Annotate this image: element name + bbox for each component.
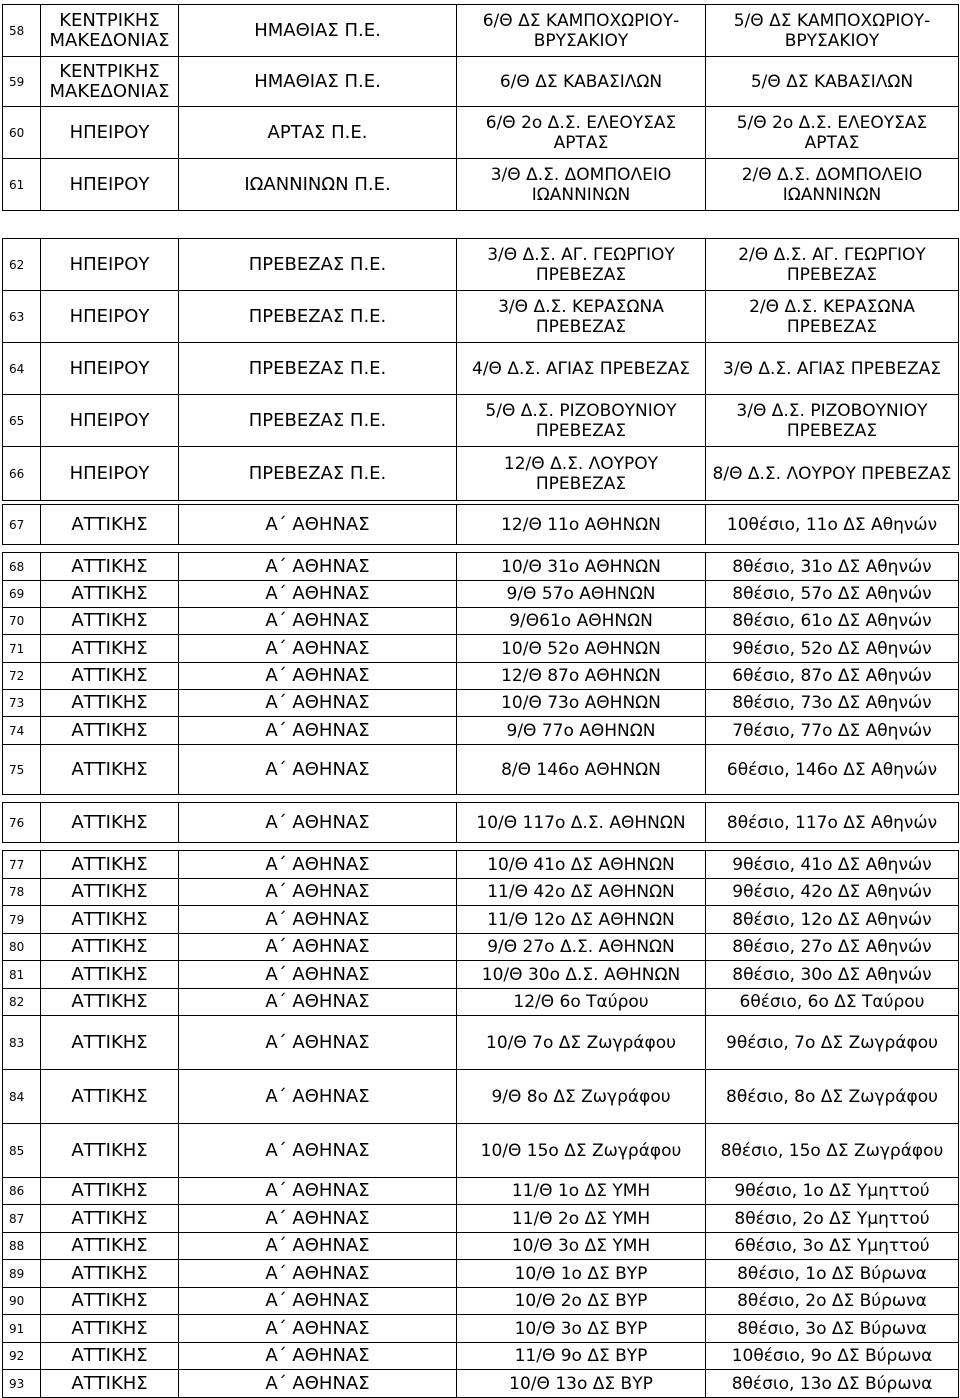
current-school-cell: 10/Θ 117ο Δ.Σ. ΑΘΗΝΩΝ <box>457 803 706 843</box>
prefecture-cell: Α΄ ΑΘΗΝΑΣ <box>179 1205 457 1233</box>
prefecture-cell: Α΄ ΑΘΗΝΑΣ <box>179 553 457 581</box>
table-row <box>3 663 959 690</box>
row-number: 61 <box>3 159 41 211</box>
school-table <box>2 850 959 1398</box>
region-cell: ΑΤΤΙΚΗΣ <box>41 879 179 906</box>
current-school-cell: 9/Θ 27ο Δ.Σ. ΑΘΗΝΩΝ <box>457 934 706 961</box>
table-row <box>3 447 959 501</box>
table-row <box>3 1016 959 1070</box>
region-cell: ΑΤΤΙΚΗΣ <box>41 1233 179 1260</box>
new-school-cell: 2/Θ Δ.Σ. ΚΕΡΑΣΩΝΑ ΠΡΕΒΕΖΑΣ <box>706 291 959 343</box>
region-cell: ΗΠΕΙΡΟΥ <box>41 107 179 159</box>
current-school-cell: 6/Θ ΔΣ ΚΑΜΠΟΧΩΡΙΟΥ-ΒΡΥΣΑΚΙΟΥ <box>457 5 706 57</box>
current-school-cell: 10/Θ 41ο ΔΣ ΑΘΗΝΩΝ <box>457 851 706 879</box>
table-row <box>3 1315 959 1343</box>
new-school-cell: 8θέσιο, 12ο ΔΣ Αθηνών <box>706 906 959 934</box>
new-school-cell: 8θέσιο, 2ο ΔΣ Βύρωνα <box>706 1288 959 1315</box>
new-school-cell: 3/Θ Δ.Σ. ΑΓΙΑΣ ΠΡΕΒΕΖΑΣ <box>706 343 959 395</box>
table-row <box>3 1260 959 1288</box>
current-school-cell: 5/Θ Δ.Σ. ΡΙΖΟΒΟΥΝΙΟΥ ΠΡΕΒΕΖΑΣ <box>457 395 706 447</box>
table-row <box>3 851 959 879</box>
prefecture-cell: ΠΡΕΒΕΖΑΣ Π.Ε. <box>179 447 457 501</box>
table-row <box>3 553 959 581</box>
new-school-cell: 5/Θ ΔΣ ΚΑΒΑΣΙΛΩΝ <box>706 57 959 107</box>
region-cell: ΗΠΕΙΡΟΥ <box>41 343 179 395</box>
region-cell: ΗΠΕΙΡΟΥ <box>41 395 179 447</box>
school-table <box>2 504 959 545</box>
prefecture-cell: Α΄ ΑΘΗΝΑΣ <box>179 1016 457 1070</box>
prefecture-cell: Α΄ ΑΘΗΝΑΣ <box>179 906 457 934</box>
region-cell: ΑΤΤΙΚΗΣ <box>41 1370 179 1398</box>
row-number: 58 <box>3 5 41 57</box>
current-school-cell: 6/Θ ΔΣ ΚΑΒΑΣΙΛΩΝ <box>457 57 706 107</box>
region-cell: ΗΠΕΙΡΟΥ <box>41 159 179 211</box>
current-school-cell: 10/Θ 3ο ΔΣ ΥΜΗ <box>457 1233 706 1260</box>
current-school-cell: 12/Θ 6ο Ταύρου <box>457 989 706 1016</box>
school-table <box>2 802 959 843</box>
row-number: 82 <box>3 989 41 1016</box>
row-number: 79 <box>3 906 41 934</box>
row-number: 78 <box>3 879 41 906</box>
current-school-cell: 11/Θ 2ο ΔΣ ΥΜΗ <box>457 1205 706 1233</box>
table-row <box>3 1370 959 1398</box>
region-cell: ΑΤΤΙΚΗΣ <box>41 934 179 961</box>
row-number: 62 <box>3 239 41 291</box>
prefecture-cell: Α΄ ΑΘΗΝΑΣ <box>179 934 457 961</box>
new-school-cell: 6θέσιο, 3ο ΔΣ Υμηττού <box>706 1233 959 1260</box>
region-cell: ΑΤΤΙΚΗΣ <box>41 690 179 717</box>
row-number: 69 <box>3 581 41 608</box>
new-school-cell: 9θέσιο, 1ο ΔΣ Υμηττού <box>706 1178 959 1205</box>
new-school-cell: 10θέσιο, 9ο ΔΣ Βύρωνα <box>706 1343 959 1370</box>
row-number: 64 <box>3 343 41 395</box>
prefecture-cell: Α΄ ΑΘΗΝΑΣ <box>179 1343 457 1370</box>
new-school-cell: 8θέσιο, 1ο ΔΣ Βύρωνα <box>706 1260 959 1288</box>
table-row <box>3 239 959 291</box>
table-row <box>3 989 959 1016</box>
row-number: 75 <box>3 745 41 795</box>
new-school-cell: 9θέσιο, 41ο ΔΣ Αθηνών <box>706 851 959 879</box>
prefecture-cell: Α΄ ΑΘΗΝΑΣ <box>179 745 457 795</box>
row-number: 83 <box>3 1016 41 1070</box>
region-cell: ΑΤΤΙΚΗΣ <box>41 1260 179 1288</box>
region-cell: ΗΠΕΙΡΟΥ <box>41 291 179 343</box>
row-number: 87 <box>3 1205 41 1233</box>
row-number: 81 <box>3 961 41 989</box>
row-number: 77 <box>3 851 41 879</box>
region-cell: ΑΤΤΙΚΗΣ <box>41 961 179 989</box>
row-number: 72 <box>3 663 41 690</box>
prefecture-cell: ΠΡΕΒΕΖΑΣ Π.Ε. <box>179 343 457 395</box>
current-school-cell: 4/Θ Δ.Σ. ΑΓΙΑΣ ΠΡΕΒΕΖΑΣ <box>457 343 706 395</box>
row-number: 89 <box>3 1260 41 1288</box>
current-school-cell: 9/Θ61ο ΑΘΗΝΩΝ <box>457 608 706 635</box>
current-school-cell: 9/Θ 77ο ΑΘΗΝΩΝ <box>457 717 706 745</box>
region-cell: ΑΤΤΙΚΗΣ <box>41 803 179 843</box>
current-school-cell: 10/Θ 30ο Δ.Σ. ΑΘΗΝΩΝ <box>457 961 706 989</box>
row-number: 92 <box>3 1343 41 1370</box>
table-row <box>3 107 959 159</box>
prefecture-cell: Α΄ ΑΘΗΝΑΣ <box>179 851 457 879</box>
new-school-cell: 8θέσιο, 15ο ΔΣ Ζωγράφου <box>706 1124 959 1178</box>
row-number: 91 <box>3 1315 41 1343</box>
region-cell: ΑΤΤΙΚΗΣ <box>41 1178 179 1205</box>
row-number: 85 <box>3 1124 41 1178</box>
new-school-cell: 10θέσιο, 11ο ΔΣ Αθηνών <box>706 505 959 545</box>
table-row <box>3 1343 959 1370</box>
row-number: 65 <box>3 395 41 447</box>
new-school-cell: 6θέσιο, 146ο ΔΣ Αθηνών <box>706 745 959 795</box>
current-school-cell: 3/Θ Δ.Σ. ΔΟΜΠΟΛΕΙΟ ΙΩΑΝΝΙΝΩΝ <box>457 159 706 211</box>
table-row <box>3 1070 959 1124</box>
new-school-cell: 8/Θ Δ.Σ. ΛΟΥΡΟΥ ΠΡΕΒΕΖΑΣ <box>706 447 959 501</box>
current-school-cell: 11/Θ 1ο ΔΣ ΥΜΗ <box>457 1178 706 1205</box>
row-number: 74 <box>3 717 41 745</box>
current-school-cell: 10/Θ 1ο ΔΣ ΒΥΡ <box>457 1260 706 1288</box>
table-row <box>3 717 959 745</box>
row-number: 90 <box>3 1288 41 1315</box>
current-school-cell: 6/Θ 2ο Δ.Σ. ΕΛΕΟΥΣΑΣ ΑΡΤΑΣ <box>457 107 706 159</box>
prefecture-cell: ΠΡΕΒΕΖΑΣ Π.Ε. <box>179 291 457 343</box>
region-cell: ΑΤΤΙΚΗΣ <box>41 1343 179 1370</box>
prefecture-cell: ΑΡΤΑΣ Π.Ε. <box>179 107 457 159</box>
prefecture-cell: ΠΡΕΒΕΖΑΣ Π.Ε. <box>179 395 457 447</box>
region-cell: ΗΠΕΙΡΟΥ <box>41 447 179 501</box>
region-cell: ΑΤΤΙΚΗΣ <box>41 745 179 795</box>
region-cell: ΑΤΤΙΚΗΣ <box>41 906 179 934</box>
table-row <box>3 505 959 545</box>
current-school-cell: 11/Θ 12ο ΔΣ ΑΘΗΝΩΝ <box>457 906 706 934</box>
new-school-cell: 2/Θ Δ.Σ. ΑΓ. ΓΕΩΡΓΙΟΥ ΠΡΕΒΕΖΑΣ <box>706 239 959 291</box>
row-number: 76 <box>3 803 41 843</box>
prefecture-cell: Α΄ ΑΘΗΝΑΣ <box>179 663 457 690</box>
row-number: 86 <box>3 1178 41 1205</box>
current-school-cell: 10/Θ 2ο ΔΣ ΒΥΡ <box>457 1288 706 1315</box>
prefecture-cell: Α΄ ΑΘΗΝΑΣ <box>179 803 457 843</box>
current-school-cell: 11/Θ 9ο ΔΣ ΒΥΡ <box>457 1343 706 1370</box>
new-school-cell: 9θέσιο, 7ο ΔΣ Ζωγράφου <box>706 1016 959 1070</box>
new-school-cell: 3/Θ Δ.Σ. ΡΙΖΟΒΟΥΝΙΟΥ ΠΡΕΒΕΖΑΣ <box>706 395 959 447</box>
region-cell: ΑΤΤΙΚΗΣ <box>41 851 179 879</box>
prefecture-cell: Α΄ ΑΘΗΝΑΣ <box>179 505 457 545</box>
row-number: 68 <box>3 553 41 581</box>
current-school-cell: 10/Θ 52ο ΑΘΗΝΩΝ <box>457 635 706 663</box>
prefecture-cell: Α΄ ΑΘΗΝΑΣ <box>179 1315 457 1343</box>
new-school-cell: 9θέσιο, 42ο ΔΣ Αθηνών <box>706 879 959 906</box>
table-row <box>3 745 959 795</box>
new-school-cell: 8θέσιο, 73ο ΔΣ Αθηνών <box>706 690 959 717</box>
prefecture-cell: Α΄ ΑΘΗΝΑΣ <box>179 608 457 635</box>
region-cell: ΑΤΤΙΚΗΣ <box>41 989 179 1016</box>
region-cell: ΑΤΤΙΚΗΣ <box>41 1016 179 1070</box>
new-school-cell: 8θέσιο, 3ο ΔΣ Βύρωνα <box>706 1315 959 1343</box>
prefecture-cell: Α΄ ΑΘΗΝΑΣ <box>179 961 457 989</box>
row-number: 93 <box>3 1370 41 1398</box>
row-number: 88 <box>3 1233 41 1260</box>
row-number: 63 <box>3 291 41 343</box>
current-school-cell: 10/Θ 73ο ΑΘΗΝΩΝ <box>457 690 706 717</box>
school-table <box>2 552 959 795</box>
table-row <box>3 690 959 717</box>
new-school-cell: 8θέσιο, 13ο ΔΣ Βύρωνα <box>706 1370 959 1398</box>
prefecture-cell: Α΄ ΑΘΗΝΑΣ <box>179 1288 457 1315</box>
prefecture-cell: Α΄ ΑΘΗΝΑΣ <box>179 635 457 663</box>
school-table <box>2 238 959 501</box>
prefecture-cell: Α΄ ΑΘΗΝΑΣ <box>179 1233 457 1260</box>
region-cell: ΑΤΤΙΚΗΣ <box>41 505 179 545</box>
region-cell: ΑΤΤΙΚΗΣ <box>41 717 179 745</box>
new-school-cell: 5/Θ ΔΣ ΚΑΜΠΟΧΩΡΙΟΥ-ΒΡΥΣΑΚΙΟΥ <box>706 5 959 57</box>
table-row <box>3 343 959 395</box>
new-school-cell: 8θέσιο, 30ο ΔΣ Αθηνών <box>706 961 959 989</box>
table-row <box>3 934 959 961</box>
table-row <box>3 879 959 906</box>
prefecture-cell: Α΄ ΑΘΗΝΑΣ <box>179 690 457 717</box>
table-row <box>3 1178 959 1205</box>
row-number: 73 <box>3 690 41 717</box>
table-row <box>3 1233 959 1260</box>
table-row <box>3 581 959 608</box>
new-school-cell: 7θέσιο, 77ο ΔΣ Αθηνών <box>706 717 959 745</box>
new-school-cell: 8θέσιο, 61ο ΔΣ Αθηνών <box>706 608 959 635</box>
table-row <box>3 291 959 343</box>
table-row <box>3 961 959 989</box>
new-school-cell: 8θέσιο, 31ο ΔΣ Αθηνών <box>706 553 959 581</box>
new-school-cell: 8θέσιο, 8ο ΔΣ Ζωγράφου <box>706 1070 959 1124</box>
prefecture-cell: Α΄ ΑΘΗΝΑΣ <box>179 581 457 608</box>
school-table <box>2 4 959 211</box>
prefecture-cell: Α΄ ΑΘΗΝΑΣ <box>179 879 457 906</box>
new-school-cell: 8θέσιο, 27ο ΔΣ Αθηνών <box>706 934 959 961</box>
current-school-cell: 10/Θ 7ο ΔΣ Ζωγράφου <box>457 1016 706 1070</box>
prefecture-cell: ΠΡΕΒΕΖΑΣ Π.Ε. <box>179 239 457 291</box>
new-school-cell: 6θέσιο, 6ο ΔΣ Ταύρου <box>706 989 959 1016</box>
region-cell: ΚΕΝΤΡΙΚΗΣ ΜΑΚΕΔΟΝΙΑΣ <box>41 5 179 57</box>
new-school-cell: 8θέσιο, 2ο ΔΣ Υμηττού <box>706 1205 959 1233</box>
prefecture-cell: ΗΜΑΘΙΑΣ Π.Ε. <box>179 5 457 57</box>
region-cell: ΑΤΤΙΚΗΣ <box>41 663 179 690</box>
prefecture-cell: Α΄ ΑΘΗΝΑΣ <box>179 989 457 1016</box>
region-cell: ΑΤΤΙΚΗΣ <box>41 1205 179 1233</box>
current-school-cell: 11/Θ 42ο ΔΣ ΑΘΗΝΩΝ <box>457 879 706 906</box>
prefecture-cell: Α΄ ΑΘΗΝΑΣ <box>179 1178 457 1205</box>
table-row <box>3 1205 959 1233</box>
current-school-cell: 10/Θ 31ο ΑΘΗΝΩΝ <box>457 553 706 581</box>
current-school-cell: 8/Θ 146ο ΑΘΗΝΩΝ <box>457 745 706 795</box>
prefecture-cell: Α΄ ΑΘΗΝΑΣ <box>179 1370 457 1398</box>
current-school-cell: 12/Θ 87ο ΑΘΗΝΩΝ <box>457 663 706 690</box>
current-school-cell: 3/Θ Δ.Σ. ΚΕΡΑΣΩΝΑ ΠΡΕΒΕΖΑΣ <box>457 291 706 343</box>
region-cell: ΑΤΤΙΚΗΣ <box>41 1288 179 1315</box>
region-cell: ΚΕΝΤΡΙΚΗΣ ΜΑΚΕΔΟΝΙΑΣ <box>41 57 179 107</box>
row-number: 66 <box>3 447 41 501</box>
new-school-cell: 8θέσιο, 57ο ΔΣ Αθηνών <box>706 581 959 608</box>
region-cell: ΑΤΤΙΚΗΣ <box>41 1124 179 1178</box>
table-row <box>3 5 959 57</box>
prefecture-cell: Α΄ ΑΘΗΝΑΣ <box>179 1260 457 1288</box>
current-school-cell: 9/Θ 57ο ΑΘΗΝΩΝ <box>457 581 706 608</box>
table-row <box>3 395 959 447</box>
prefecture-cell: ΙΩΑΝΝΙΝΩΝ Π.Ε. <box>179 159 457 211</box>
current-school-cell: 10/Θ 13ο ΔΣ ΒΥΡ <box>457 1370 706 1398</box>
table-row <box>3 1124 959 1178</box>
region-cell: ΑΤΤΙΚΗΣ <box>41 608 179 635</box>
prefecture-cell: ΗΜΑΘΙΑΣ Π.Ε. <box>179 57 457 107</box>
new-school-cell: 8θέσιο, 117ο ΔΣ Αθηνών <box>706 803 959 843</box>
new-school-cell: 9θέσιο, 52ο ΔΣ Αθηνών <box>706 635 959 663</box>
current-school-cell: 12/Θ Δ.Σ. ΛΟΥΡΟΥ ΠΡΕΒΕΖΑΣ <box>457 447 706 501</box>
table-row <box>3 635 959 663</box>
row-number: 70 <box>3 608 41 635</box>
current-school-cell: 10/Θ 3ο ΔΣ ΒΥΡ <box>457 1315 706 1343</box>
current-school-cell: 10/Θ 15ο ΔΣ Ζωγράφου <box>457 1124 706 1178</box>
row-number: 80 <box>3 934 41 961</box>
current-school-cell: 3/Θ Δ.Σ. ΑΓ. ΓΕΩΡΓΙΟΥ ΠΡΕΒΕΖΑΣ <box>457 239 706 291</box>
new-school-cell: 6θέσιο, 87ο ΔΣ Αθηνών <box>706 663 959 690</box>
table-row <box>3 608 959 635</box>
new-school-cell: 5/Θ 2ο Δ.Σ. ΕΛΕΟΥΣΑΣ ΑΡΤΑΣ <box>706 107 959 159</box>
row-number: 60 <box>3 107 41 159</box>
table-row <box>3 906 959 934</box>
table-row <box>3 159 959 211</box>
table-row <box>3 803 959 843</box>
region-cell: ΑΤΤΙΚΗΣ <box>41 1070 179 1124</box>
prefecture-cell: Α΄ ΑΘΗΝΑΣ <box>179 717 457 745</box>
region-cell: ΑΤΤΙΚΗΣ <box>41 635 179 663</box>
current-school-cell: 12/Θ 11ο ΑΘΗΝΩΝ <box>457 505 706 545</box>
current-school-cell: 9/Θ 8ο ΔΣ Ζωγράφου <box>457 1070 706 1124</box>
row-number: 84 <box>3 1070 41 1124</box>
region-cell: ΗΠΕΙΡΟΥ <box>41 239 179 291</box>
table-row <box>3 57 959 107</box>
prefecture-cell: Α΄ ΑΘΗΝΑΣ <box>179 1124 457 1178</box>
region-cell: ΑΤΤΙΚΗΣ <box>41 1315 179 1343</box>
row-number: 59 <box>3 57 41 107</box>
region-cell: ΑΤΤΙΚΗΣ <box>41 553 179 581</box>
region-cell: ΑΤΤΙΚΗΣ <box>41 581 179 608</box>
row-number: 71 <box>3 635 41 663</box>
row-number: 67 <box>3 505 41 545</box>
prefecture-cell: Α΄ ΑΘΗΝΑΣ <box>179 1070 457 1124</box>
new-school-cell: 2/Θ Δ.Σ. ΔΟΜΠΟΛΕΙΟ ΙΩΑΝΝΙΝΩΝ <box>706 159 959 211</box>
table-row <box>3 1288 959 1315</box>
